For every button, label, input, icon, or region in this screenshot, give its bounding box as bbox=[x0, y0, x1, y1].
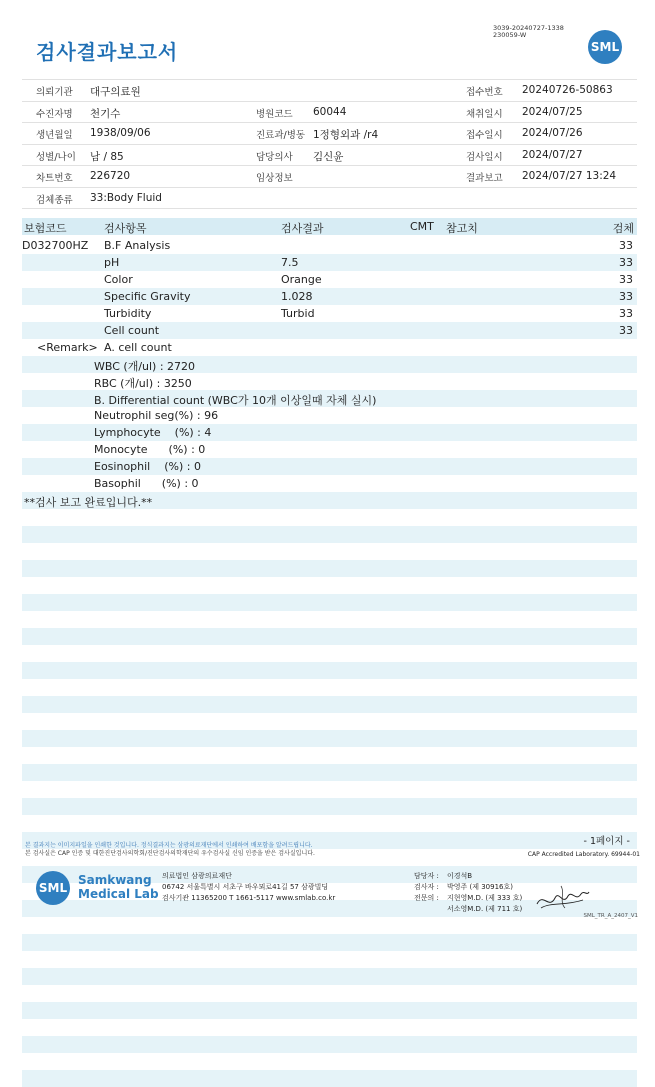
print-notice: 본 결과지는 이미지파일을 인쇄한 것입니다. 정식결과지는 삼광의료재단에서 인쇄하여 배포함을 알려드립니다. bbox=[25, 842, 313, 849]
empty-row bbox=[22, 764, 637, 781]
brand-name bbox=[78, 873, 159, 901]
accreditation-notice: 본 검사실은 CAP 인증 및 대한진단검사의학회/진단검사의학재단의 우수검사실 신임 인증을 받은 검사실입니다. bbox=[25, 850, 315, 857]
row-item: Cell count bbox=[104, 324, 160, 337]
row-result: 7.5 bbox=[281, 256, 299, 269]
remark-row bbox=[22, 339, 637, 356]
row-result: Orange bbox=[281, 273, 322, 286]
label-receipt-number: 접수번호 bbox=[466, 87, 503, 98]
col-result: 검사결과 bbox=[281, 222, 324, 235]
label-chart-number: 차트번호 bbox=[36, 173, 73, 184]
value-patient-name: 천기수 bbox=[90, 107, 121, 120]
label-test-date: 검사일시 bbox=[466, 151, 503, 163]
empty-row bbox=[22, 951, 637, 968]
value-birth-date: 1938/09/06 bbox=[90, 127, 151, 139]
remark-row bbox=[22, 475, 637, 492]
empty-row bbox=[22, 628, 637, 645]
row-specimen: 33 bbox=[619, 256, 633, 269]
col-specimen: 검체 bbox=[612, 222, 634, 235]
lab-contact: 검사기관 11365200 T 1661-5117 www.smlab.co.kr bbox=[162, 894, 336, 902]
remark-line: RBC (개/ul) : 3250 bbox=[94, 377, 192, 390]
staff-role: 검사자 : bbox=[414, 883, 439, 891]
label-collection-date: 채취일시 bbox=[466, 108, 503, 120]
label-doctor: 담당의사 bbox=[256, 151, 293, 163]
remark-line: Basophil (%) : 0 bbox=[94, 477, 199, 490]
table-row bbox=[22, 254, 637, 271]
table-row bbox=[22, 271, 637, 288]
value-result-report: 2024/07/27 13:24 bbox=[522, 170, 617, 182]
brand-name-1: Samkwang bbox=[78, 873, 152, 887]
lab-street: 06742 서울특별시 서초구 바우뫼로41길 57 삼광빌딩 bbox=[162, 883, 329, 891]
footer-notes bbox=[25, 842, 315, 858]
table-row bbox=[22, 322, 637, 339]
empty-row bbox=[22, 543, 637, 560]
row-item: B.F Analysis bbox=[104, 239, 171, 252]
report-complete-text: **검사 보고 완료입니다.** bbox=[24, 496, 153, 509]
empty-row bbox=[22, 577, 637, 594]
remark-row bbox=[22, 407, 637, 424]
patient-info bbox=[22, 79, 637, 209]
empty-row bbox=[22, 815, 637, 832]
value-collection-date: 2024/07/25 bbox=[522, 105, 583, 118]
results-table-header bbox=[22, 218, 637, 235]
empty-row bbox=[22, 696, 637, 713]
lab-name: 의료법인 삼광의료재단 bbox=[162, 872, 232, 880]
value-department-ward: 1정형외과 /r4 bbox=[313, 129, 379, 141]
staff-row bbox=[414, 904, 522, 915]
row-specimen: 33 bbox=[619, 307, 633, 320]
remark-row bbox=[22, 424, 637, 441]
row-result: Turbid bbox=[281, 307, 315, 320]
page-number: - 1페이지 - bbox=[583, 836, 630, 847]
brand-name-2: Medical Lab bbox=[78, 887, 159, 901]
document-code-1: 3039-20240727-1338 bbox=[493, 24, 564, 32]
empty-row bbox=[22, 679, 637, 696]
row-specimen: 33 bbox=[619, 273, 633, 286]
remark-line: Lymphocyte (%) : 4 bbox=[94, 426, 212, 439]
empty-row bbox=[22, 611, 637, 628]
label-department-ward: 진료과/병동 bbox=[256, 130, 306, 141]
value-hospital-code: 60044 bbox=[313, 105, 347, 118]
row-result: 1.028 bbox=[281, 290, 313, 303]
value-requesting-institution: 대구의료원 bbox=[90, 86, 141, 98]
staff-name: 이경석B bbox=[447, 872, 473, 880]
label-specimen-type: 검체종류 bbox=[36, 194, 73, 206]
empty-row bbox=[22, 1053, 637, 1070]
empty-row bbox=[22, 968, 637, 985]
col-reference: 참고치 bbox=[446, 222, 478, 235]
remark-line: A. cell count bbox=[104, 341, 172, 354]
empty-row bbox=[22, 509, 637, 526]
label-hospital-code: 병원코드 bbox=[256, 108, 293, 120]
row-specimen: 33 bbox=[619, 239, 633, 252]
label-result-report: 결과보고 bbox=[466, 173, 503, 184]
info-row bbox=[22, 79, 637, 102]
empty-row bbox=[22, 781, 637, 798]
empty-row bbox=[22, 645, 637, 662]
staff-name: 서소영M.D. (제 711 호) bbox=[447, 905, 523, 913]
remark-row bbox=[22, 356, 637, 373]
remark-line: B. Differential count (WBC가 10개 이상일때 자체 실시) bbox=[94, 394, 377, 407]
remark-line: Monocyte (%) : 0 bbox=[94, 443, 206, 456]
value-test-date: 2024/07/27 bbox=[522, 148, 583, 161]
page-title: 검사결과보고서 bbox=[36, 40, 179, 64]
value-receipt-number: 20240726-50863 bbox=[522, 84, 613, 96]
empty-row bbox=[22, 1036, 637, 1053]
value-specimen-type: 33:Body Fluid bbox=[90, 191, 162, 204]
staff-role: 담당자 : bbox=[414, 872, 439, 880]
empty-row bbox=[22, 917, 637, 934]
value-doctor: 김신윤 bbox=[313, 150, 344, 163]
row-item: Specific Gravity bbox=[104, 290, 191, 303]
label-birth-date: 생년월일 bbox=[36, 130, 73, 141]
document-code-2: 230059-W bbox=[493, 31, 527, 39]
empty-row bbox=[22, 1070, 637, 1087]
label-requesting-institution: 의뢰기관 bbox=[36, 87, 73, 98]
empty-row bbox=[22, 1002, 637, 1019]
value-sex-age: 남 / 85 bbox=[90, 150, 124, 163]
empty-row bbox=[22, 526, 637, 543]
info-row bbox=[22, 188, 637, 210]
table-row bbox=[22, 237, 637, 254]
empty-row bbox=[22, 798, 637, 815]
remark-row bbox=[22, 373, 637, 390]
empty-row bbox=[22, 747, 637, 764]
remark-line: WBC (개/ul) : 2720 bbox=[94, 360, 196, 373]
empty-row bbox=[22, 713, 637, 730]
staff-list bbox=[414, 871, 522, 915]
value-chart-number: 226720 bbox=[90, 170, 131, 182]
col-insurance-code: 보험코드 bbox=[24, 222, 67, 235]
empty-row bbox=[22, 730, 637, 747]
row-item: pH bbox=[104, 256, 120, 269]
row-item: Color bbox=[104, 273, 133, 286]
row-item: Turbidity bbox=[104, 307, 152, 320]
lab-address bbox=[162, 871, 335, 904]
label-clinical-info: 임상정보 bbox=[256, 173, 293, 184]
label-sex-age: 성별/나이 bbox=[36, 151, 76, 163]
sml-logo: SML bbox=[588, 30, 622, 64]
cap-accreditation: CAP Accredited Laboratory. 69944-01 bbox=[527, 851, 640, 858]
remark-label: <Remark> bbox=[37, 341, 98, 354]
empty-row bbox=[22, 594, 637, 611]
empty-row bbox=[22, 934, 637, 951]
label-receipt-date: 접수일시 bbox=[466, 130, 503, 141]
remark-row bbox=[22, 492, 637, 509]
document-code bbox=[493, 25, 564, 39]
staff-row bbox=[414, 893, 522, 904]
signature-image bbox=[535, 882, 590, 914]
value-receipt-date: 2024/07/26 bbox=[522, 127, 583, 139]
remark-row bbox=[22, 458, 637, 475]
label-patient-name: 수진자명 bbox=[36, 108, 73, 120]
staff-name: 지현영M.D. (제 333 호) bbox=[447, 894, 523, 902]
info-row bbox=[22, 102, 637, 124]
row-specimen: 33 bbox=[619, 290, 633, 303]
col-cmt: CMT bbox=[410, 220, 434, 233]
col-test-item: 검사항목 bbox=[104, 222, 147, 235]
form-code: SML_TR_A_2407_V1 bbox=[583, 913, 638, 919]
empty-row bbox=[22, 560, 637, 577]
row-code: D032700HZ bbox=[22, 239, 89, 252]
remark-row bbox=[22, 441, 637, 458]
sml-logo-icon: SML bbox=[36, 871, 70, 905]
empty-row bbox=[22, 1019, 637, 1036]
empty-row bbox=[22, 985, 637, 1002]
row-specimen: 33 bbox=[619, 324, 633, 337]
staff-row bbox=[414, 871, 522, 882]
remark-line: Eosinophil (%) : 0 bbox=[94, 460, 201, 473]
table-row bbox=[22, 288, 637, 305]
empty-row bbox=[22, 662, 637, 679]
staff-role: 전문의 : bbox=[414, 894, 439, 902]
info-row bbox=[22, 123, 637, 145]
info-row bbox=[22, 166, 637, 188]
staff-row bbox=[414, 882, 522, 893]
remark-line: Neutrophil seg(%) : 96 bbox=[94, 409, 219, 422]
table-row bbox=[22, 305, 637, 322]
results-table-body bbox=[22, 237, 637, 1087]
info-row bbox=[22, 145, 637, 167]
staff-name: 박영주 (제 30916호) bbox=[447, 883, 513, 891]
remark-row bbox=[22, 390, 637, 407]
